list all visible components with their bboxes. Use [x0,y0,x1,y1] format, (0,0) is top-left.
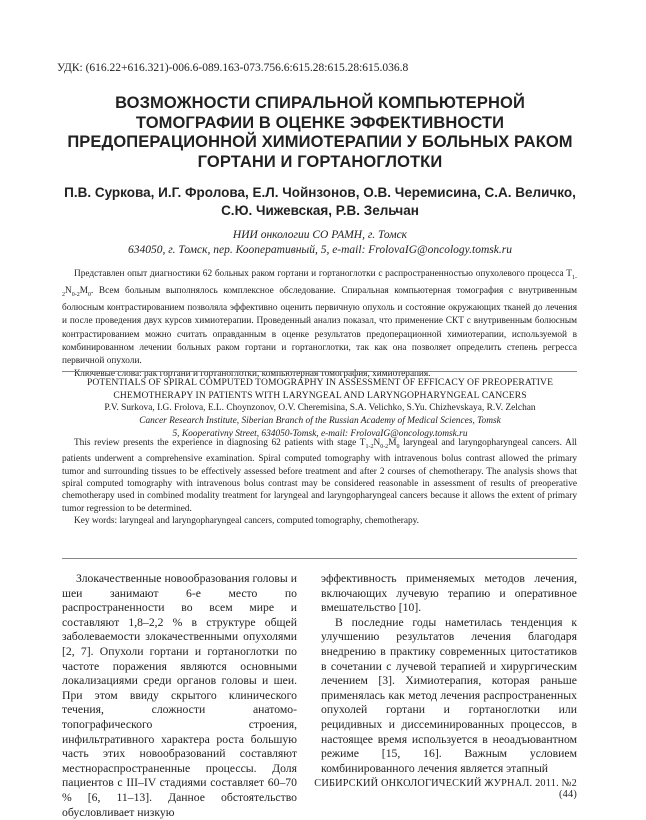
abstract-english [62,437,577,528]
article-title: ВОЗМОЖНОСТИ СПИРАЛЬНОЙ КОМПЬЮТЕРНОЙ ТОМОГРАФИИ В ОЦЕНКЕ ЭФФЕКТИВНОСТИ ПРЕДОПЕРАЦИОННОЙ ХИМИОТЕРАПИИ У БОЛЬНЫХ РАКОМ ГОРТАНИ И ГОРТАНОГЛОТКИ [67,94,573,171]
abstract-en-part-2: laryngeal and laryngopharyngeal cancers. All patients underwent a comprehensive examination. Spiral computed tomography with intravenous bolus contrast allowed the primary tumor and surrounding tissues to be effectively assessed before treatment and after 2 courses of chemotherapy. The analysis shows that spiral computed tomography with intravenous bolus contrast may be considered reasonable in assessment of results of preoperative chemotherapy used in combined modality treatment for laryngeal and laryngopharyngeal cancers because it allows the extent of primary tumor regression to be determined. [62,438,577,514]
stage-m-sub: 0 [88,291,91,298]
affiliation-line-2: 634050, г. Томск, пер. Кооперативный, 5, e-mail: FrolovaIG@oncology.tomsk.ru [128,244,512,256]
affiliation [60,228,580,258]
stage-n-sub: 0-2 [71,291,80,298]
stage-n-label: N [65,286,72,297]
abstract-ru-part-2: . Всем больным выполнялось комплексное обследование. Спиральная компьютерная томография с внутривенным болюсным контрастированием позволяла эффективно оценить первичную опухоль и состояние окружающих тканей до лечения и после проведения двух курсов химиотерапии. Проведенный анализ показал, что применение СКТ с внутривенным болюсным контрастированием можно считать оправданным в оценке результатов предоперационной химиотерапии, используемой в комбинированном лечении больных раком гортани и гортаноглотки, так как она позволяет определить степень регресса первичной опухоли. [62,286,577,366]
affiliation-line-1: НИИ онкологии СО РАМН, г. Томск [232,229,408,241]
en-stage-t-sub: 1-2 [365,443,374,450]
divider-bottom [62,558,577,559]
journal-footer: СИБИРСКИЙ ОНКОЛОГИЧЕСКИЙ ЖУРНАЛ. 2011. №2 (44) [314,778,577,800]
keywords-english: Key words: laryngeal and laryngopharyngeal cancers, computed tomography, chemotherapy. [74,516,419,527]
authors: П.В. Суркова, И.Г. Фролова, Е.Л. Чойнзонов, О.В. Черемисина, С.А. Величко, С.Ю. Чижевская, Р.В. Зельчан [64,185,576,218]
stage-t-sub: 1-2 [62,274,577,298]
en-stage-n-label: N [373,438,381,448]
en-stage-n-sub: 0-2 [380,443,389,450]
body-paragraph-2: В последние годы наметилась тенденция к улучшению результатов лечения благодаря внедрению в практику современных цитостатиков в сочетании с лучевой терапией и хирургическим лечением [3]. Химиотерапия, которая раньше применялась как метод лечения распространенных опухолей гортани и гортаноглотки или рецидивных и диссеминированных процессов, в настоящее время используется в неоадъювантном режиме [15, 16]. Важным условием комбинированного лечения является этапный [321,615,577,775]
body-paragraph-continued: эффективность применяемых методов лечения, включающих лучевую терапию и оперативное вмешательство [10]. [321,572,577,615]
en-stage-m-sub: 0 [396,443,400,450]
stage-m-label: M [79,286,88,297]
body-column-right [321,572,577,776]
abstract-en-part-1: This review presents the experience in diagnosing 62 patients with stage T [74,438,366,448]
english-affiliation-line-1: Cancer Research Institute, Siberian Branch of the Russian Academy of Medical Sciences, Tomsk [139,416,501,426]
body-paragraph-1: Злокачественные новообразования головы и шеи занимают 6-е место по распространенности во всем мире и составляют 1,8–2,2 % в структуре общей заболеваемости злокачественными опухолями [2, 7]. Опухоли гортани и гортаноглотки по частоте поражения являются основными локализациями среди органов головы и шеи. При этом ввиду скрытого клинического течения, сложности анатомо-топографического строения, инфильтративного характера роста большую часть этих новообразований составляют местнораспространенные процессы. Доля пациентов с III–IV стадиями составляет 60–70 % [6, 11–13]. Данное обстоятельство обусловливает низкую [62,572,297,819]
abstract-ru-text [62,268,577,368]
abstract-en-text [62,437,577,515]
english-title: POTENTIALS OF SPIRAL COMPUTED TOMOGRAPHY IN ASSESSMENT OF EFFICACY OF PREOPERATIVE CHEMOTHERAPY IN PATIENTS WITH LARYNGEAL AND LARYNGOPHARYNGEAL CANCERS [86,377,554,401]
divider-top [62,371,577,372]
english-authors: P.V. Surkova, I.G. Frolova, E.L. Choynzonov, O.V. Cheremisina, S.A. Velichko, S.Yu. Chizhevskaya, R.V. Zelchan [104,403,536,413]
en-stage-m-label: M [388,438,397,448]
abstract-ru-part-1: Представлен опыт диагностики 62 больных раком гортани и гортаноглотки с распространенностью опухолевого процесса T [74,269,572,279]
keywords-russian: Ключевые слова: рак гортани и гортаноглотки, компьютерная томография, химиотерапия. [74,369,431,380]
body-column-left [62,572,297,820]
abstract-russian [62,268,577,381]
udc-code: УДК: (616.22+616.321)-006.6-089.163-073.756.6:615.28:615.28:615.036.8 [57,62,409,74]
english-affiliation-line-2: 5, Kooperativny Street, 634050-Tomsk, e-mail: FrolovaIG@oncology.tomsk.ru [172,428,468,439]
